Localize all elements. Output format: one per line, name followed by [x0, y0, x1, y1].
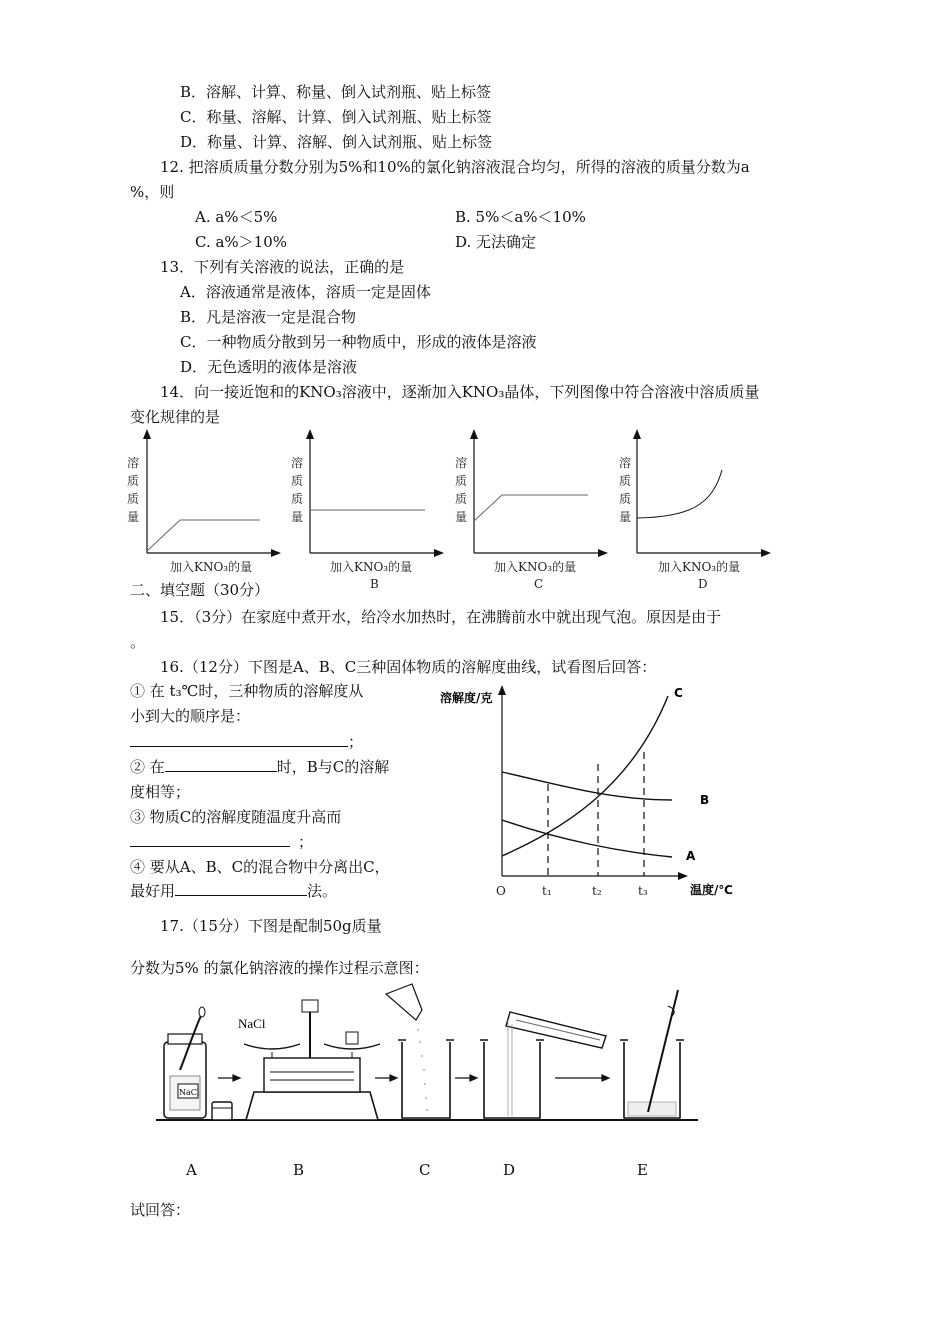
svg-text:溶质质量: 溶质质量 [619, 456, 632, 524]
q16-p3-row [130, 832, 313, 852]
svg-text:溶质质量: 溶质质量 [455, 456, 468, 524]
q16-p4b: 最好用 [130, 882, 176, 900]
chart-tick-t2: t₂ [592, 884, 602, 898]
svg-text:加入KNO₃的量: 加入KNO₃的量 [330, 560, 413, 574]
step-e-beaker [620, 990, 684, 1118]
q12-stem: 12. 把溶质质量分数分别为5%和10%的氯化钠溶液混合均匀，所得的溶液的质量分数为a [160, 158, 750, 176]
q17-line2: 分数为5% 的氯化钠溶液的操作过程示意图： [130, 959, 429, 977]
curve-label-b: B [700, 793, 710, 807]
q16-p2a: ② 在 [130, 758, 165, 776]
chart-origin: O [496, 884, 506, 898]
curve-b [502, 772, 672, 800]
svg-text:溶质质量: 溶质质量 [291, 456, 304, 524]
q13-option-b: B．凡是溶液一定是混合物 [180, 308, 357, 326]
q16-p1b: 小到大的顺序是： [130, 707, 251, 725]
step-label-e: E [637, 1161, 648, 1179]
q16-p4c: 法。 [307, 882, 338, 900]
q11-option-c: C．称量、溶解、计算、倒入试剂瓶、贴上标签 [180, 108, 492, 126]
q16-blank-3[interactable] [130, 832, 290, 847]
q14-stem: 14．向一接近饱和的KNO₃溶液中，逐渐加入KNO₃晶体，下列图像中符合溶液中溶质质量 [160, 383, 760, 401]
step-b-balance [238, 1000, 380, 1120]
q16-p3a: ③ 物质C的溶解度随温度升高而 [130, 808, 342, 826]
step-a-jar [164, 1007, 206, 1118]
q16-p2-row [130, 757, 389, 777]
step-c-beaker [386, 984, 454, 1118]
curve-c [502, 696, 668, 856]
q14-graph-letter-c: C [534, 577, 544, 591]
q14-xlabel-a: 加入KNO₃的量 [170, 560, 253, 574]
step-label-a: A [186, 1161, 197, 1179]
q13-option-d: D．无色透明的液体是溶液 [180, 358, 358, 376]
q12-option-c: C. a%＞10% [195, 233, 288, 251]
step-label-c: C [419, 1161, 431, 1179]
q16-p1a: ① 在 t₃℃时，三种物质的溶解度从 [130, 682, 364, 700]
q16-p2c: 度相等； [130, 783, 191, 801]
q14-stem-cont: 变化规律的是 [130, 408, 221, 426]
q14-graph-b [291, 429, 444, 591]
q16-p4a: ④ 要从A、B、C的混合物中分离出C， [130, 858, 390, 876]
q16-blank-2[interactable] [165, 757, 277, 772]
q14-ylabel-1: 质 [127, 474, 140, 488]
q12-option-d: D. 无法确定 [455, 233, 537, 251]
q13-option-a: A．溶液通常是液体，溶质一定是固体 [180, 283, 431, 301]
q11-option-b: B．溶解、计算、称量、倒入试剂瓶、贴上标签 [180, 83, 492, 101]
step-label-d: D [503, 1161, 516, 1179]
svg-text:加入KNO₃的量: 加入KNO₃的量 [494, 560, 577, 574]
q14-graph-letter-d: D [698, 577, 708, 591]
q16-blank-1[interactable] [130, 732, 348, 747]
q14-graphs [0, 425, 950, 595]
q16-p4-row [130, 881, 337, 901]
svg-text:加入KNO₃的量: 加入KNO₃的量 [658, 560, 741, 574]
q16-blank-4[interactable] [175, 881, 307, 896]
curve-label-c: C [674, 686, 683, 700]
q12-option-b: B. 5%＜a%＜10% [455, 208, 586, 226]
q15-line: 15．（3分）在家庭中煮开水，给冷水加热时，在沸腾前水中就出现气泡。原因是由于 [160, 608, 722, 626]
chart-xlabel: 温度/℃ [690, 883, 733, 897]
q13-stem: 13．下列有关溶液的说法，正确的是 [160, 258, 405, 276]
q14-graph-d [619, 429, 771, 591]
q17-ask: 试回答： [130, 1201, 191, 1219]
curve-a [502, 820, 672, 857]
step-label-b: B [293, 1161, 305, 1179]
q16-p3b: ； [298, 833, 314, 851]
q16-stem: 16.（12分）下图是A、B、C三种固体物质的溶解度曲线，试看图后回答： [160, 658, 657, 676]
q14-graph-a [127, 429, 281, 574]
q13-option-c: C．一种物质分散到另一种物质中，形成的液体是溶液 [180, 333, 537, 351]
balance-nacl-label: NaCl [238, 1016, 266, 1031]
q14-ylabel-2: 质 [127, 492, 140, 506]
section-title: 二、填空题（30分） [130, 581, 270, 599]
svg-text:溶质质量 [127, 455, 139, 524]
q14-graph-letter-b: B [370, 577, 379, 591]
q17-line1: 17.（15分）下图是配制50g质量 [160, 917, 382, 935]
step-d-beaker [480, 1012, 606, 1118]
q15-end: 。 [130, 633, 146, 651]
q16-blank-1-row [130, 732, 363, 752]
q12-stem-cont: %，则 [130, 183, 175, 201]
curve-label-a: A [686, 849, 696, 863]
q14-ylabel-0: 溶 [127, 456, 140, 470]
chart-ylabel: 溶解度/克 [440, 691, 493, 705]
q11-option-d: D．称量、计算、溶解、倒入试剂瓶、贴上标签 [180, 133, 493, 151]
q16-p1c: ； [348, 733, 364, 751]
solution-prep-diagram [150, 980, 710, 1130]
q14-ylabel-3: 量 [127, 510, 140, 524]
solubility-chart [440, 680, 740, 910]
q16-p2b: 时，B与C的溶解 [276, 758, 390, 776]
q12-option-a: A. a%＜5% [195, 208, 278, 226]
q14-graph-c [455, 429, 608, 591]
chart-tick-t1: t₁ [542, 884, 552, 898]
jar-label: NaCl [179, 1088, 200, 1097]
chart-tick-t3: t₃ [638, 884, 648, 898]
